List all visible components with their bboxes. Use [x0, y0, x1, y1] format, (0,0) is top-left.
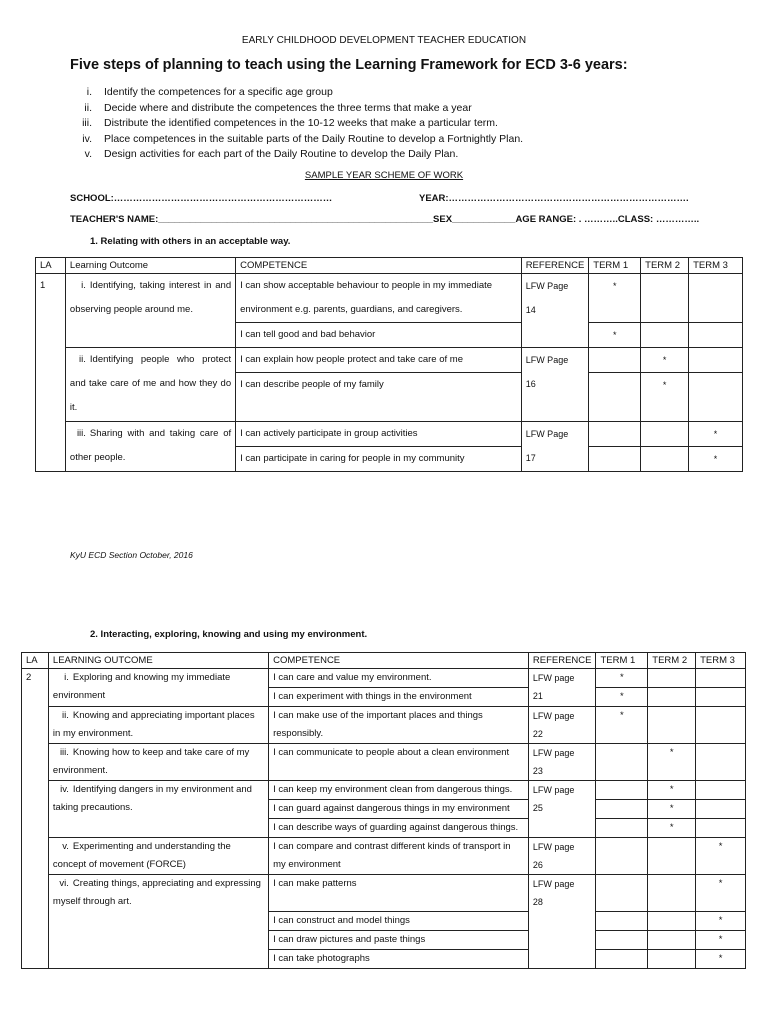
outcome-cell: vi. Creating things, appreciating and expressing myself through art.: [48, 875, 268, 969]
outcome-cell: iii. Knowing how to keep and take care of my environment.: [48, 744, 268, 781]
table-row: [36, 348, 743, 373]
term1-mark: [589, 447, 641, 472]
competence-cell: I can make patterns: [269, 875, 529, 912]
term1-mark: [596, 875, 648, 912]
term1-mark: [596, 781, 648, 800]
term1-mark: *: [596, 707, 648, 744]
term3-mark: *: [689, 447, 743, 472]
term2-mark: *: [648, 744, 696, 781]
outcome-cell: ii. Knowing and appreciating important places in my environment.: [48, 707, 268, 744]
term2-mark: [641, 274, 689, 323]
term2-mark: [648, 912, 696, 931]
term2-mark: [648, 688, 696, 707]
reference-cell: LFW page 23: [528, 744, 596, 781]
term2-mark: *: [648, 819, 696, 838]
term1-mark: *: [589, 323, 641, 348]
term1-mark: *: [596, 688, 648, 707]
document-header: EARLY CHILDHOOD DEVELOPMENT TEACHER EDUCATION: [241, 35, 527, 46]
outcome-cell: i. Exploring and knowing my immediate environment: [48, 669, 268, 707]
competence-cell: I can tell good and bad behavior: [236, 323, 522, 348]
scheme-table-2: [21, 652, 746, 969]
reference-cell: LFW page 21: [528, 669, 596, 707]
term2-mark: [648, 669, 696, 688]
competence-cell: I can make use of the important places and things responsibly.: [269, 707, 529, 744]
table-row: [22, 838, 746, 875]
term1-mark: [596, 744, 648, 781]
competence-cell: I can experiment with things in the environment: [269, 688, 529, 707]
reference-cell: LFW Page 16: [521, 348, 589, 422]
col-header: Learning Outcome: [65, 258, 235, 274]
term2-mark: [648, 931, 696, 950]
table-row: [36, 274, 743, 323]
reference-cell: LFW page 28: [528, 875, 596, 969]
step-item: iii. Distribute the identified competences in the 10-12 weeks that make a particular term.: [82, 117, 498, 129]
term2-mark: [641, 422, 689, 447]
term2-mark: *: [648, 800, 696, 819]
competence-cell: I can explain how people protect and take care of me: [236, 348, 522, 373]
competence-cell: I can participate in caring for people in my community: [236, 447, 522, 472]
term1-mark: *: [589, 274, 641, 323]
term2-mark: [641, 447, 689, 472]
competence-cell: I can show acceptable behaviour to people in my immediate environment e.g. parents, guardians, and caregivers.: [236, 274, 522, 323]
table-header-row: [36, 258, 743, 274]
school-field: SCHOOL:……………………………………………………………: [70, 193, 333, 204]
term1-mark: [596, 931, 648, 950]
reference-cell: LFW page 25: [528, 781, 596, 838]
step-item: v. Design activities for each part of the Daily Routine to develop the Daily Plan.: [84, 148, 459, 160]
term3-mark: [689, 348, 743, 373]
term3-mark: *: [689, 422, 743, 447]
term3-mark: [689, 373, 743, 422]
term3-mark: [689, 274, 743, 323]
reference-cell: LFW Page 17: [521, 422, 589, 472]
term3-mark: *: [696, 912, 746, 931]
outcome-cell: ii. Identifying people who protect and take care of me and how they do it.: [65, 348, 235, 422]
term2-mark: [648, 838, 696, 875]
term1-mark: [589, 422, 641, 447]
document-title: Five steps of planning to teach using the Learning Framework for ECD 3-6 years:: [70, 57, 628, 73]
section-2-heading: 2. Interacting, exploring, knowing and using my environment.: [90, 629, 368, 640]
term2-mark: *: [648, 781, 696, 800]
term3-mark: [696, 781, 746, 800]
step-item: ii. Decide where and distribute the competences the three terms that make a year: [84, 101, 472, 114]
la-cell: 2: [22, 669, 49, 969]
competence-cell: I can describe people of my family: [236, 373, 522, 422]
term2-mark: *: [641, 373, 689, 422]
competence-cell: I can take photographs: [269, 950, 529, 969]
competence-cell: I can keep my environment clean from dangerous things.: [269, 781, 529, 800]
term3-mark: [696, 819, 746, 838]
term1-mark: *: [596, 669, 648, 688]
term3-mark: [689, 323, 743, 348]
term1-mark: [596, 950, 648, 969]
document-footer: KyU ECD Section October, 2016: [70, 550, 193, 560]
term2-mark: *: [641, 348, 689, 373]
term3-mark: [696, 744, 746, 781]
scheme-table-1: [35, 257, 743, 472]
reference-cell: LFW page 22: [528, 707, 596, 744]
col-header: TERM 1: [589, 258, 641, 274]
col-header: REFERENCE: [528, 653, 596, 669]
term1-mark: [596, 800, 648, 819]
term3-mark: [696, 800, 746, 819]
competence-cell: I can care and value my environment.: [269, 669, 529, 688]
planning-steps-list: [74, 85, 523, 163]
term3-mark: [696, 669, 746, 688]
term2-mark: [641, 323, 689, 348]
table-row: [36, 422, 743, 447]
step-item: i. Identify the competences for a specific age group: [86, 86, 333, 98]
table-row: [22, 781, 746, 800]
competence-cell: I can guard against dangerous things in my environment: [269, 800, 529, 819]
term1-mark: [596, 912, 648, 931]
competence-cell: I can communicate to people about a clean environment: [269, 744, 529, 781]
col-header: TERM 2: [641, 258, 689, 274]
term3-mark: *: [696, 838, 746, 875]
table-row: [22, 669, 746, 688]
col-header: COMPETENCE: [269, 653, 529, 669]
term1-mark: [596, 838, 648, 875]
table-row: [22, 707, 746, 744]
term1-mark: [589, 348, 641, 373]
table-header-row: [22, 653, 746, 669]
outcome-cell: iv. Identifying dangers in my environment and taking precautions.: [48, 781, 268, 838]
term3-mark: *: [696, 875, 746, 912]
term1-mark: [596, 819, 648, 838]
term3-mark: *: [696, 950, 746, 969]
year-field: YEAR:………………………………………………………………….: [419, 193, 689, 204]
competence-cell: I can describe ways of guarding against dangerous things.: [269, 819, 529, 838]
col-header: TERM 1: [596, 653, 648, 669]
sample-scheme-title: SAMPLE YEAR SCHEME OF WORK: [304, 170, 464, 181]
term2-mark: [648, 950, 696, 969]
la-cell: 1: [36, 274, 66, 472]
col-header: LA: [22, 653, 49, 669]
step-item: iv. Place competences in the suitable parts of the Daily Routine to develop a Fortnightly Plan.: [82, 132, 524, 145]
outcome-cell: v. Experimenting and understanding the concept of movement (FORCE): [48, 838, 268, 875]
term3-mark: *: [696, 931, 746, 950]
col-header: TERM 2: [648, 653, 696, 669]
term3-mark: [696, 688, 746, 707]
competence-cell: I can compare and contrast different kinds of transport in my environment: [269, 838, 529, 875]
col-header: LA: [36, 258, 66, 274]
col-header: LEARNING OUTCOME: [48, 653, 268, 669]
col-header: REFERENCE: [521, 258, 589, 274]
term3-mark: [696, 707, 746, 744]
term1-mark: [589, 373, 641, 422]
col-header: TERM 3: [696, 653, 746, 669]
reference-cell: LFW page 26: [528, 838, 596, 875]
outcome-cell: i. Identifying, taking interest in and observing people around me.: [65, 274, 235, 348]
competence-cell: I can actively participate in group activities: [236, 422, 522, 447]
term2-mark: [648, 875, 696, 912]
col-header: TERM 3: [689, 258, 743, 274]
section-1-heading: 1. Relating with others in an acceptable way.: [90, 236, 291, 247]
term2-mark: [648, 707, 696, 744]
competence-cell: I can draw pictures and paste things: [269, 931, 529, 950]
teacher-field: TEACHER'S NAME:____________________________________________________SEX____________AGE RANGE: . ………..CLASS: …………..: [70, 214, 700, 225]
competence-cell: I can construct and model things: [269, 912, 529, 931]
outcome-cell: iii. Sharing with and taking care of other people.: [65, 422, 235, 472]
table-row: [22, 875, 746, 912]
table-row: [22, 744, 746, 781]
col-header: COMPETENCE: [236, 258, 522, 274]
reference-cell: LFW Page 14: [521, 274, 589, 348]
